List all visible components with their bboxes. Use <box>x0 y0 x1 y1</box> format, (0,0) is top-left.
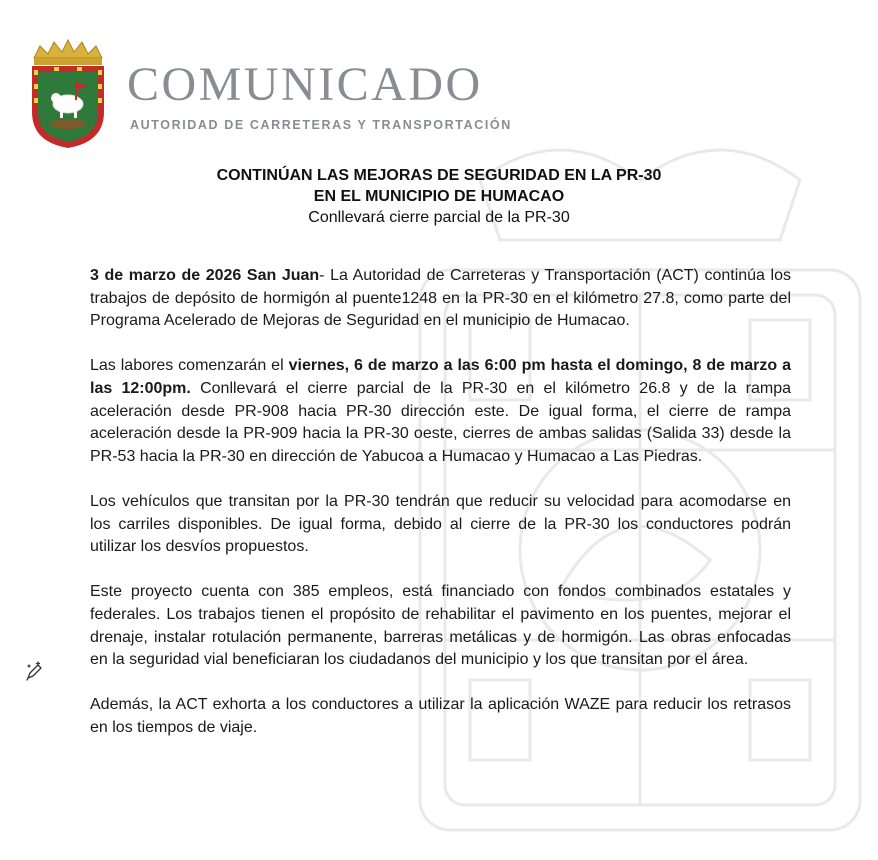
dateline: 3 de marzo de 2026 San Juan <box>90 267 320 284</box>
paragraph-3: Los vehículos que transitan por la PR-30 tendrán que reducir su velocidad para acomodarse en los carriles disponibles. De igual forma, debido al cierre de la PR-30 los conductores podrán utilizar los desvíos propuestos. <box>90 492 791 556</box>
headline-line-2: EN EL MUNICIPIO DE HUMACAO <box>313 188 565 205</box>
coat-of-arms-icon <box>24 38 112 150</box>
paragraph-2-text: Conllevará el cierre parcial de la PR-30 en el kilómetro 26.8 y de la rampa aceleración desde PR-908 hacia PR-30 dirección este. De igual forma, el cierre de rampa aceleración desde la PR-909 hacia la PR-30 oeste, cierres de ambas salidas (Salida 33) desde la PR-53 hacia la PR-30 en dirección de Yabucoa a Humacao y Humacao a Las Piedras. <box>90 379 791 465</box>
paragraph-1 <box>90 265 791 333</box>
press-release-body <box>90 265 791 762</box>
headline-subtitle: Conllevará cierre parcial de la PR-30 <box>308 209 570 226</box>
headline-line-1: CONTINÚAN LAS MEJORAS DE SEGURIDAD EN LA PR-30 <box>216 167 662 184</box>
letterhead <box>24 38 544 148</box>
schedule-highlight: viernes, 6 de marzo a las 6:00 pm hasta el domingo, 8 de marzo a las 12:00pm. <box>90 357 791 397</box>
paragraph-1-text: - La Autoridad de Carreteras y Transportación (ACT) continúa los trabajos de depósito de hormigón al puente1248 en la PR-30 en el kilómetro 27.8, como parte del Programa Acelerado de Mejoras de Seguridad en el municipio de Humacao. <box>90 267 791 330</box>
paragraph-2 <box>90 355 791 468</box>
agency-name: AUTORIDAD DE CARRETERAS Y TRANSPORTACIÓN <box>130 118 512 132</box>
paragraph-4: Este proyecto cuenta con 385 empleos, está financiado con fondos combinados estatales y federales. Los trabajos tienen el propósito de rehabilitar el pavimento en los puentes, mejorar el drenaje, instalar rotulación permanente, barreras metálicas y de hormigón. Las obras enfocadas en la seguridad vial beneficiaran los ciudadanos del municipio y los que transitan por el área. <box>90 583 791 669</box>
press-release-title <box>0 165 878 228</box>
brand-title: COMUNICADO <box>127 58 483 111</box>
paragraph-2-intro: Las labores comenzarán el <box>90 357 289 375</box>
paragraph-5: Además, la ACT exhorta a los conductores a utilizar la aplicación WAZE para reducir los retrasos en los tiempos de viaje. <box>90 696 791 736</box>
ai-pen-icon[interactable] <box>24 660 44 682</box>
